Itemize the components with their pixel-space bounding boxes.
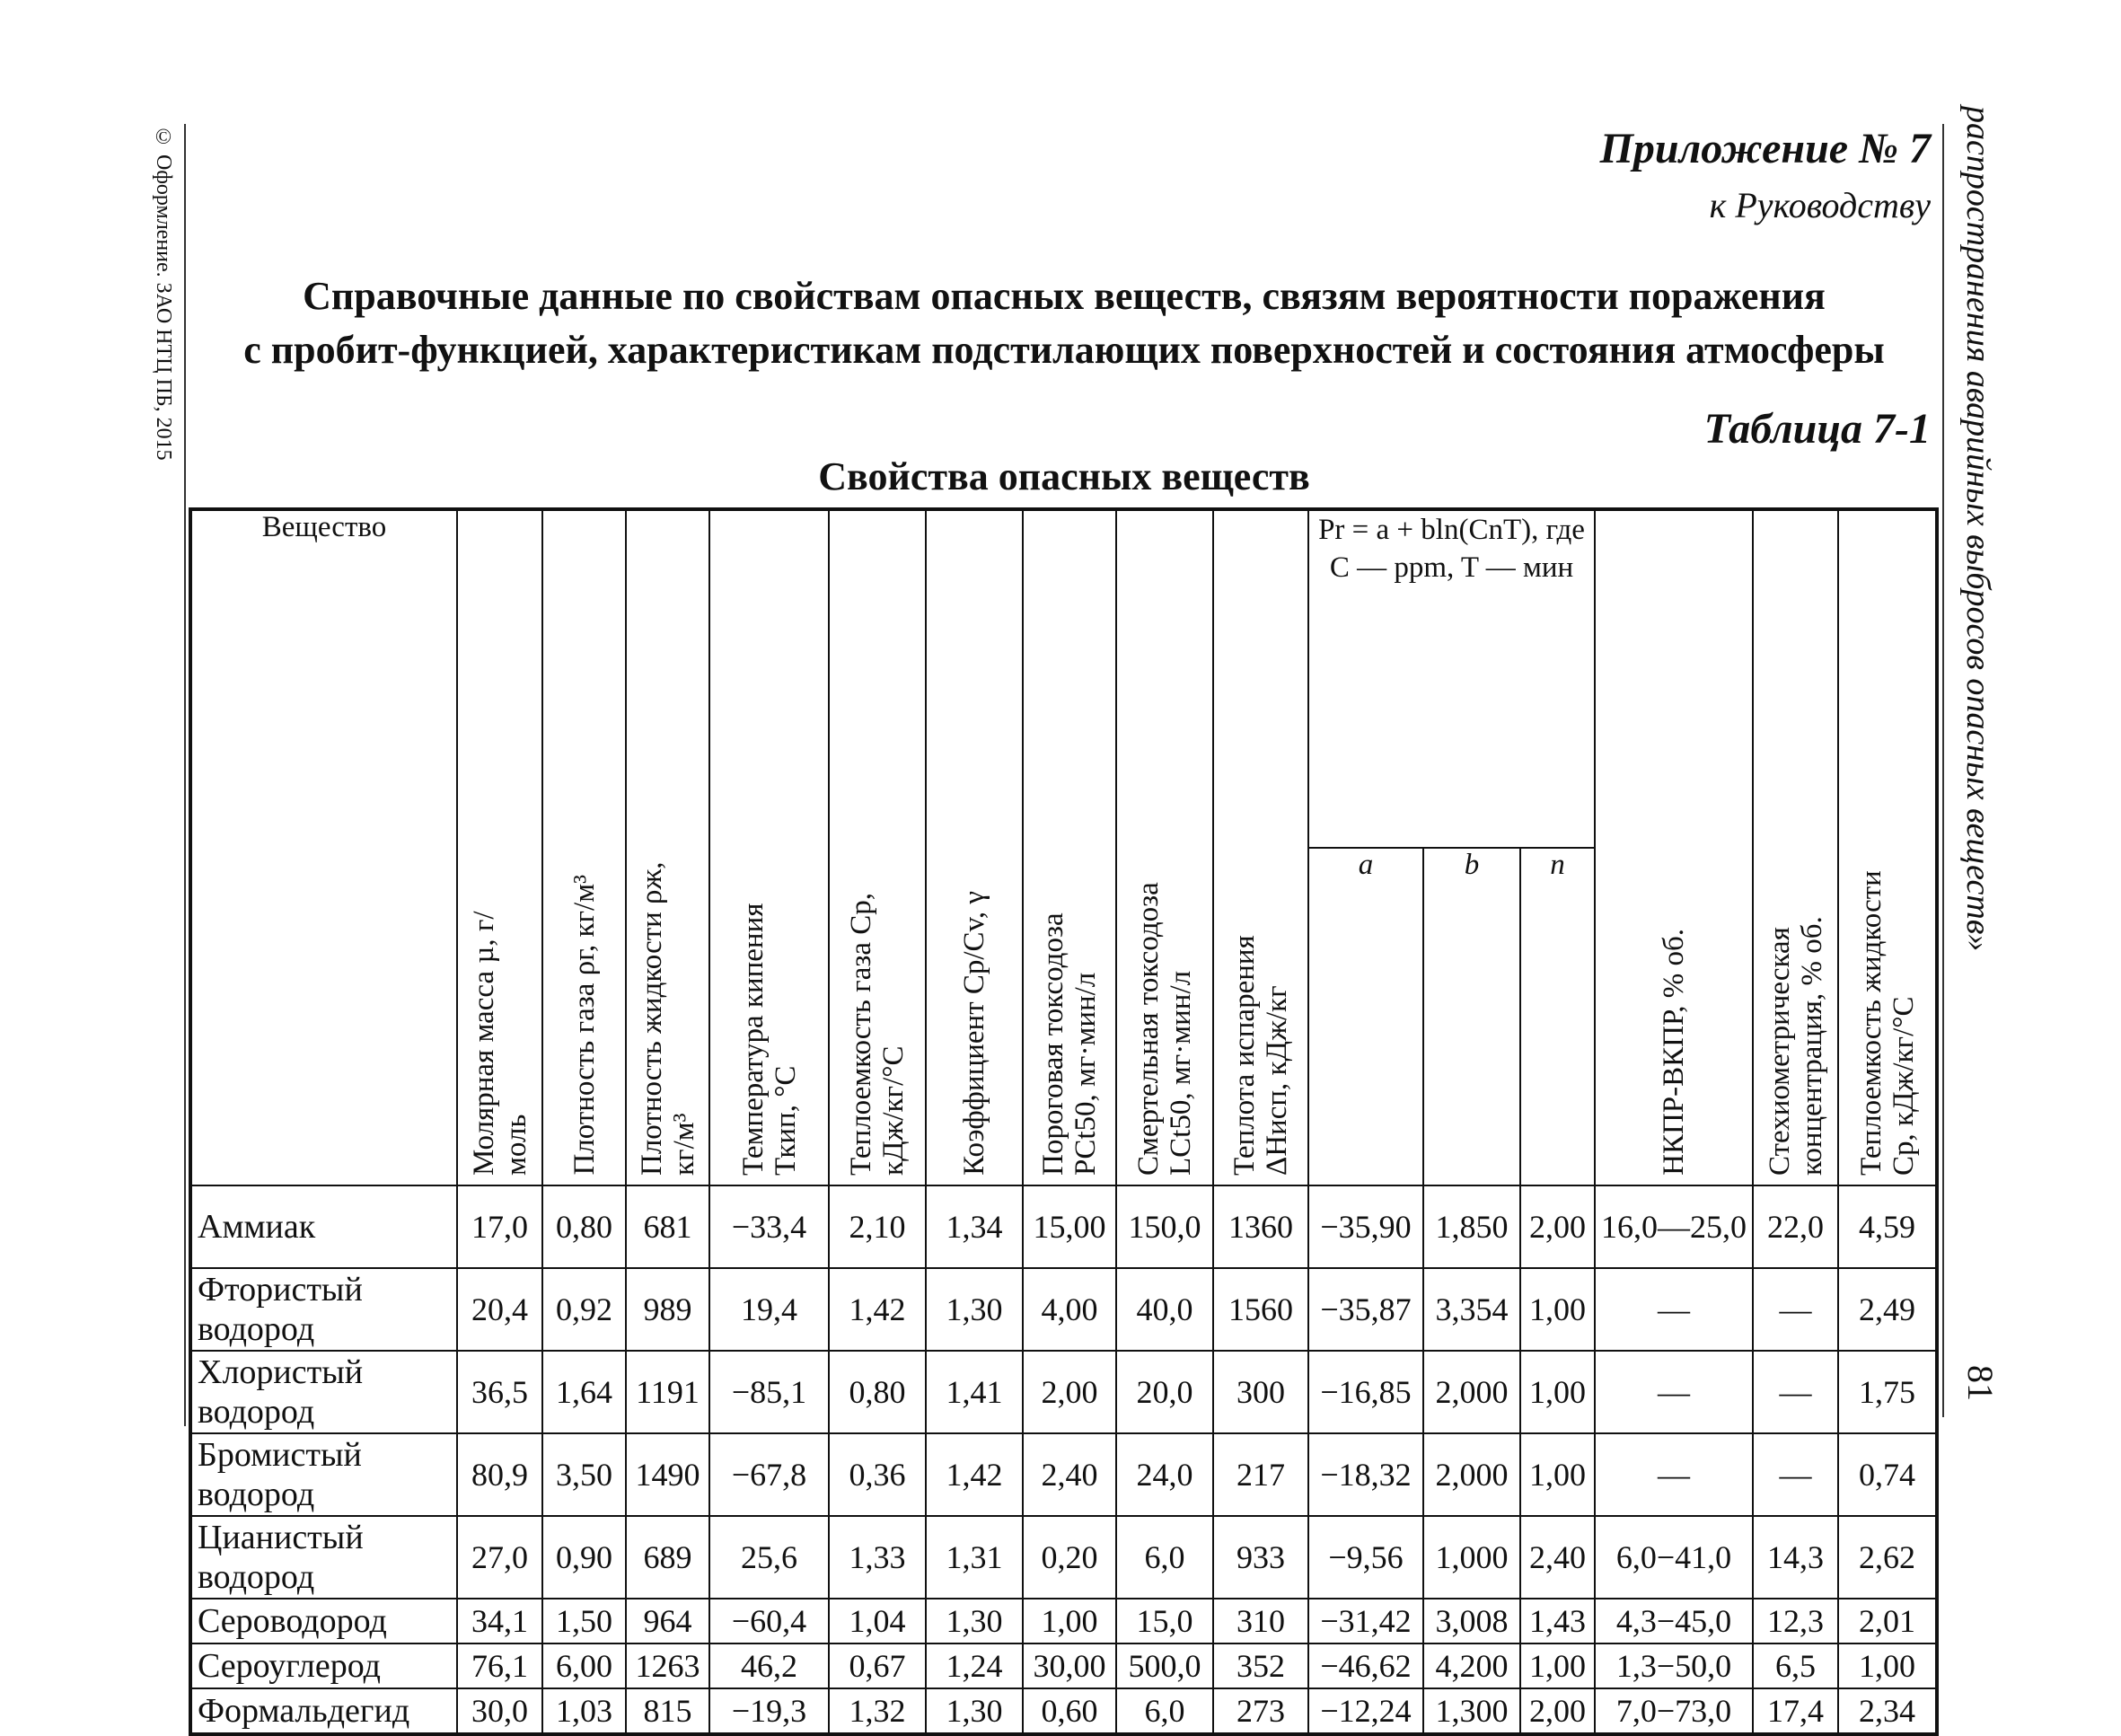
- gas-heat-capacity-cell: 1,32: [829, 1688, 926, 1734]
- right-margin-rule: [1942, 124, 1944, 1417]
- boiling-temp-cell: −19,3: [709, 1688, 829, 1734]
- appendix-subtitle: к Руководству: [1709, 185, 1931, 225]
- evaporation-heat-cell: 217: [1213, 1433, 1308, 1516]
- boiling-temp-cell: 19,4: [709, 1268, 829, 1351]
- stoichiometric-cell: 17,4: [1753, 1688, 1838, 1734]
- gas-density-cell: 0,80: [542, 1185, 626, 1268]
- nkpr-vkpr-cell: 6,0−41,0: [1595, 1516, 1753, 1599]
- evaporation-heat-cell: 352: [1213, 1643, 1308, 1688]
- header-boiling-temp: Температура кипения Ткип, °С: [709, 509, 829, 1185]
- gas-density-cell: 3,50: [542, 1433, 626, 1516]
- header-gas-density: Плотность газа ρг, кг/м³: [542, 509, 626, 1185]
- table-title: Свойства опасных веществ: [818, 454, 1310, 498]
- probit-b-cell: 2,000: [1423, 1433, 1520, 1516]
- substance-name: Аммиак: [190, 1185, 457, 1268]
- evaporation-heat-cell: 310: [1213, 1599, 1308, 1643]
- threshold-dose-cell: 30,00: [1023, 1643, 1116, 1688]
- gas-density-cell: 6,00: [542, 1643, 626, 1688]
- substance-name: Сероводород: [190, 1599, 457, 1643]
- title-line-1: Справочные данные по свойствам опасных веществ, связям вероятности поражения: [303, 274, 1826, 318]
- molar-mass-cell: 27,0: [457, 1516, 542, 1599]
- liquid-density-cell: 989: [626, 1268, 709, 1351]
- molar-mass-cell: 20,4: [457, 1268, 542, 1351]
- boiling-temp-cell: −67,8: [709, 1433, 829, 1516]
- coefficient-cell: 1,30: [926, 1599, 1023, 1643]
- probit-a-cell: −9,56: [1308, 1516, 1423, 1599]
- liquid-heat-capacity-cell: 4,59: [1838, 1185, 1937, 1268]
- evaporation-heat-cell: 273: [1213, 1688, 1308, 1734]
- stoichiometric-cell: —: [1753, 1433, 1838, 1516]
- header-nkpr-vkpr: НКПР-ВКПР, % об.: [1595, 509, 1753, 1185]
- probit-a-cell: −35,87: [1308, 1268, 1423, 1351]
- threshold-dose-cell: 1,00: [1023, 1599, 1116, 1643]
- nkpr-vkpr-cell: 4,3−45,0: [1595, 1599, 1753, 1643]
- nkpr-vkpr-cell: 1,3−50,0: [1595, 1643, 1753, 1688]
- header-substance: Вещество: [190, 509, 457, 1185]
- table-row: [190, 1643, 1937, 1688]
- probit-a-cell: −18,32: [1308, 1433, 1423, 1516]
- probit-b-cell: 3,354: [1423, 1268, 1520, 1351]
- coefficient-cell: 1,24: [926, 1643, 1023, 1688]
- liquid-density-cell: 964: [626, 1599, 709, 1643]
- gas-heat-capacity-cell: 1,42: [829, 1268, 926, 1351]
- gas-heat-capacity-cell: 0,67: [829, 1643, 926, 1688]
- table-row: [190, 1688, 1937, 1734]
- header-threshold-dose: Пороговая токсодоза PCt50, мг·мин/л: [1023, 509, 1116, 1185]
- boiling-temp-cell: 46,2: [709, 1643, 829, 1688]
- liquid-heat-capacity-cell: 2,49: [1838, 1268, 1937, 1351]
- appendix-label: Приложение № 7: [1599, 125, 1931, 172]
- table-number: Таблица 7-1: [1703, 405, 1931, 453]
- substance-name: Формальдегид: [190, 1688, 457, 1734]
- header-liquid-heat-capacity: Теплоемкость жидкости Cp, кДж/кг/°С: [1838, 509, 1937, 1185]
- title-line-2: с пробит-функцией, характеристикам подстилающих поверхностей и состояния атмосферы: [243, 328, 1885, 372]
- running-title-side-text: распространения аварийных выбросов опасных веществ»: [1959, 106, 1997, 952]
- lethal-dose-cell: 20,0: [1116, 1351, 1213, 1433]
- table-row: [190, 1599, 1937, 1643]
- gas-heat-capacity-cell: 2,10: [829, 1185, 926, 1268]
- probit-n-cell: 2,00: [1520, 1185, 1595, 1268]
- header-liquid-density: Плотность жидкости ρж, кг/м³: [626, 509, 709, 1185]
- liquid-density-cell: 1191: [626, 1351, 709, 1433]
- liquid-heat-capacity-cell: 0,74: [1838, 1433, 1937, 1516]
- probit-a-cell: −12,24: [1308, 1688, 1423, 1734]
- liquid-heat-capacity-cell: 2,34: [1838, 1688, 1937, 1734]
- evaporation-heat-cell: 933: [1213, 1516, 1308, 1599]
- molar-mass-cell: 80,9: [457, 1433, 542, 1516]
- gas-heat-capacity-cell: 1,33: [829, 1516, 926, 1599]
- gas-density-cell: 1,64: [542, 1351, 626, 1433]
- nkpr-vkpr-cell: —: [1595, 1268, 1753, 1351]
- liquid-heat-capacity-cell: 2,62: [1838, 1516, 1937, 1599]
- stoichiometric-cell: 6,5: [1753, 1643, 1838, 1688]
- coefficient-cell: 1,30: [926, 1688, 1023, 1734]
- probit-b-cell: 3,008: [1423, 1599, 1520, 1643]
- threshold-dose-cell: 4,00: [1023, 1268, 1116, 1351]
- table-row: [190, 1185, 1937, 1268]
- molar-mass-cell: 17,0: [457, 1185, 542, 1268]
- liquid-density-cell: 1263: [626, 1643, 709, 1688]
- header-probit-b: b: [1423, 848, 1520, 1185]
- probit-b-cell: 2,000: [1423, 1351, 1520, 1433]
- coefficient-cell: 1,31: [926, 1516, 1023, 1599]
- threshold-dose-cell: 0,60: [1023, 1688, 1116, 1734]
- hazardous-substances-table: [189, 507, 1939, 1736]
- gas-density-cell: 0,90: [542, 1516, 626, 1599]
- molar-mass-cell: 76,1: [457, 1643, 542, 1688]
- threshold-dose-cell: 2,40: [1023, 1433, 1116, 1516]
- boiling-temp-cell: −60,4: [709, 1599, 829, 1643]
- probit-n-cell: 1,00: [1520, 1643, 1595, 1688]
- substance-name: Фтористый водород: [190, 1268, 457, 1351]
- threshold-dose-cell: 0,20: [1023, 1516, 1116, 1599]
- header-gas-heat-capacity: Теплоемкость газа Cp, кДж/кг/°С: [829, 509, 926, 1185]
- stoichiometric-cell: 14,3: [1753, 1516, 1838, 1599]
- evaporation-heat-cell: 300: [1213, 1351, 1308, 1433]
- probit-n-cell: 1,43: [1520, 1599, 1595, 1643]
- probit-a-cell: −31,42: [1308, 1599, 1423, 1643]
- substance-name: Сероуглерод: [190, 1643, 457, 1688]
- stoichiometric-cell: —: [1753, 1268, 1838, 1351]
- gas-heat-capacity-cell: 0,36: [829, 1433, 926, 1516]
- lethal-dose-cell: 40,0: [1116, 1268, 1213, 1351]
- probit-b-cell: 4,200: [1423, 1643, 1520, 1688]
- substance-name: Хлористый водород: [190, 1351, 457, 1433]
- header-lethal-dose: Смертельная токсодоза LCt50, мг·мин/л: [1116, 509, 1213, 1185]
- header-stoichiometric: Стехиометрическая концентрация, % об.: [1753, 509, 1838, 1185]
- lethal-dose-cell: 150,0: [1116, 1185, 1213, 1268]
- liquid-density-cell: 815: [626, 1688, 709, 1734]
- header-coefficient: Коэффициент Cp/Cv, γ: [926, 509, 1023, 1185]
- stoichiometric-cell: —: [1753, 1351, 1838, 1433]
- liquid-density-cell: 1490: [626, 1433, 709, 1516]
- gas-density-cell: 1,50: [542, 1599, 626, 1643]
- probit-n-cell: 2,40: [1520, 1516, 1595, 1599]
- coefficient-cell: 1,41: [926, 1351, 1023, 1433]
- probit-n-cell: 1,00: [1520, 1433, 1595, 1516]
- lethal-dose-cell: 6,0: [1116, 1688, 1213, 1734]
- boiling-temp-cell: −85,1: [709, 1351, 829, 1433]
- copyright-side-text: © Оформление. ЗАО НТЦ ПБ, 2015: [152, 126, 175, 461]
- liquid-density-cell: 681: [626, 1185, 709, 1268]
- table-row: [190, 1268, 1937, 1351]
- table-row: [190, 1433, 1937, 1516]
- header-molar-mass: Молярная масса µ, г/моль: [457, 509, 542, 1185]
- probit-n-cell: 2,00: [1520, 1688, 1595, 1734]
- probit-b-cell: 1,850: [1423, 1185, 1520, 1268]
- stoichiometric-cell: 12,3: [1753, 1599, 1838, 1643]
- gas-heat-capacity-cell: 1,04: [829, 1599, 926, 1643]
- probit-n-cell: 1,00: [1520, 1351, 1595, 1433]
- probit-n-cell: 1,00: [1520, 1268, 1595, 1351]
- nkpr-vkpr-cell: 16,0—25,0: [1595, 1185, 1753, 1268]
- probit-a-cell: −35,90: [1308, 1185, 1423, 1268]
- liquid-heat-capacity-cell: 1,00: [1838, 1643, 1937, 1688]
- threshold-dose-cell: 2,00: [1023, 1351, 1116, 1433]
- lethal-dose-cell: 6,0: [1116, 1516, 1213, 1599]
- coefficient-cell: 1,42: [926, 1433, 1023, 1516]
- evaporation-heat-cell: 1560: [1213, 1268, 1308, 1351]
- header-probit-n: n: [1520, 848, 1595, 1185]
- table-row: [190, 1351, 1937, 1433]
- molar-mass-cell: 30,0: [457, 1688, 542, 1734]
- molar-mass-cell: 36,5: [457, 1351, 542, 1433]
- page-number: 81: [1960, 1365, 2001, 1401]
- probit-b-cell: 1,300: [1423, 1688, 1520, 1734]
- nkpr-vkpr-cell: —: [1595, 1433, 1753, 1516]
- substance-name: Бромистый водород: [190, 1433, 457, 1516]
- boiling-temp-cell: −33,4: [709, 1185, 829, 1268]
- header-probit-function: Pr = a + bln(CnT), где C — ppm, T — мин: [1308, 509, 1595, 848]
- lethal-dose-cell: 15,0: [1116, 1599, 1213, 1643]
- header-evaporation-heat: Теплота испарения ΔHисп, кДж/кг: [1213, 509, 1308, 1185]
- probit-b-cell: 1,000: [1423, 1516, 1520, 1599]
- nkpr-vkpr-cell: 7,0−73,0: [1595, 1688, 1753, 1734]
- evaporation-heat-cell: 1360: [1213, 1185, 1308, 1268]
- lethal-dose-cell: 24,0: [1116, 1433, 1213, 1516]
- liquid-heat-capacity-cell: 1,75: [1838, 1351, 1937, 1433]
- substance-name: Цианистый водород: [190, 1516, 457, 1599]
- boiling-temp-cell: 25,6: [709, 1516, 829, 1599]
- coefficient-cell: 1,30: [926, 1268, 1023, 1351]
- gas-heat-capacity-cell: 0,80: [829, 1351, 926, 1433]
- liquid-heat-capacity-cell: 2,01: [1838, 1599, 1937, 1643]
- stoichiometric-cell: 22,0: [1753, 1185, 1838, 1268]
- molar-mass-cell: 34,1: [457, 1599, 542, 1643]
- gas-density-cell: 1,03: [542, 1688, 626, 1734]
- nkpr-vkpr-cell: —: [1595, 1351, 1753, 1433]
- coefficient-cell: 1,34: [926, 1185, 1023, 1268]
- threshold-dose-cell: 15,00: [1023, 1185, 1116, 1268]
- gas-density-cell: 0,92: [542, 1268, 626, 1351]
- liquid-density-cell: 689: [626, 1516, 709, 1599]
- table-row: [190, 1516, 1937, 1599]
- probit-a-cell: −46,62: [1308, 1643, 1423, 1688]
- lethal-dose-cell: 500,0: [1116, 1643, 1213, 1688]
- document-title: [189, 269, 1940, 377]
- probit-a-cell: −16,85: [1308, 1351, 1423, 1433]
- header-probit-a: a: [1308, 848, 1423, 1185]
- left-margin-rule: [184, 124, 186, 1426]
